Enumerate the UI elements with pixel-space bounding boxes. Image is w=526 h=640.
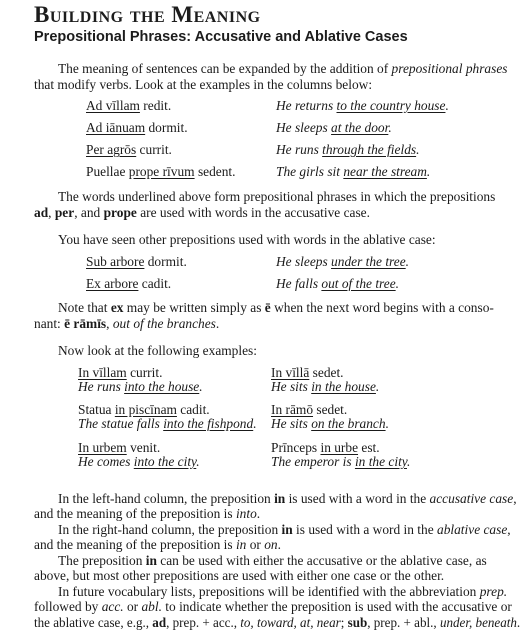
- example-english: He sleeps under the tree.: [276, 254, 410, 269]
- grid-english-left: He comes into the city.: [78, 454, 200, 469]
- example-latin: Sub arbore dormit.: [86, 254, 187, 269]
- grid-latin-right: In vīllā sedet.: [271, 365, 344, 380]
- para9-line-2: followed by acc. or abl. to indicate whether the preposition is used with the accusative or: [34, 599, 512, 614]
- example-english: The girls sit near the stream.: [276, 164, 431, 179]
- para8-line-2: above, but most other prepositions are used with either one case or the other.: [34, 568, 445, 583]
- para2-line-2: ad, per, and prope are used with words in the accusative case.: [34, 205, 370, 220]
- para2-line-1: The words underlined above form prepositional phrases in which the prepositions: [58, 189, 496, 204]
- term-prepositional-phrases: prepositional phrases: [391, 61, 508, 76]
- para6-line-1: In the left-hand column, the preposition in is used with a word in the accusative case,: [58, 491, 517, 506]
- intro-line-2: that modify verbs. Look at the examples in the columns below:: [34, 77, 373, 92]
- para8-line-1: The preposition in can be used with either the accusative or the ablative case, as: [58, 553, 487, 568]
- page-title: Building the Meaning: [34, 2, 261, 27]
- section-subtitle: Prepositional Phrases: Accusative and Ablative Cases: [34, 29, 408, 45]
- para9-line-1: In future vocabulary lists, prepositions will be identified with the abbreviation prep.: [58, 584, 508, 599]
- example-latin: Ad iānuam dormit.: [86, 120, 188, 135]
- grid-latin-left: In urbem venit.: [78, 440, 161, 455]
- para3-line-1: You have seen other prepositions used with words in the ablative case:: [58, 232, 436, 247]
- para5-line-1: Now look at the following examples:: [58, 343, 257, 358]
- para4-line-1: Note that ex may be written simply as ē when the next word begins with a conso-: [58, 300, 494, 315]
- para9-line-3: the ablative case, e.g., ad, prep. + acc., to, toward, at, near; sub, prep. + abl., under, beneath.: [34, 615, 521, 630]
- grid-latin-left: In vīllam currit.: [78, 365, 163, 380]
- example-english: He runs through the fields.: [276, 142, 420, 157]
- example-english: He returns to the country house.: [276, 98, 449, 113]
- para4-line-2: nant: ē rāmīs, out of the branches.: [34, 316, 220, 331]
- grid-latin-right: Prīnceps in urbe est.: [271, 440, 380, 455]
- grid-english-left: He runs into the house.: [78, 379, 203, 394]
- grid-english-right: He sits on the branch.: [271, 416, 389, 431]
- para7-line-2: and the meaning of the preposition is in or on.: [34, 537, 281, 552]
- grid-english-right: The emperor is in the city.: [271, 454, 411, 469]
- para6-line-2: and the meaning of the preposition is into.: [34, 506, 261, 521]
- grid-english-right: He sits in the house.: [271, 379, 380, 394]
- example-latin: Ex arbore cadit.: [86, 276, 172, 291]
- para7-line-1: In the right-hand column, the preposition in is used with a word in the ablative case,: [58, 522, 511, 537]
- grid-latin-left: Statua in piscīnam cadit.: [78, 402, 210, 417]
- grid-latin-right: In rāmō sedet.: [271, 402, 348, 417]
- example-latin: Per agrōs currit.: [86, 142, 172, 157]
- example-english: He falls out of the tree.: [276, 276, 399, 291]
- intro-line-1: The meaning of sentences can be expanded by the addition of prepositional phrases: [58, 61, 508, 76]
- grid-english-left: The statue falls into the fishpond.: [78, 416, 257, 431]
- example-english: He sleeps at the door.: [276, 120, 392, 135]
- example-latin: Ad vīllam redit.: [86, 98, 172, 113]
- example-latin: Puellae prope rīvum sedent.: [86, 164, 236, 179]
